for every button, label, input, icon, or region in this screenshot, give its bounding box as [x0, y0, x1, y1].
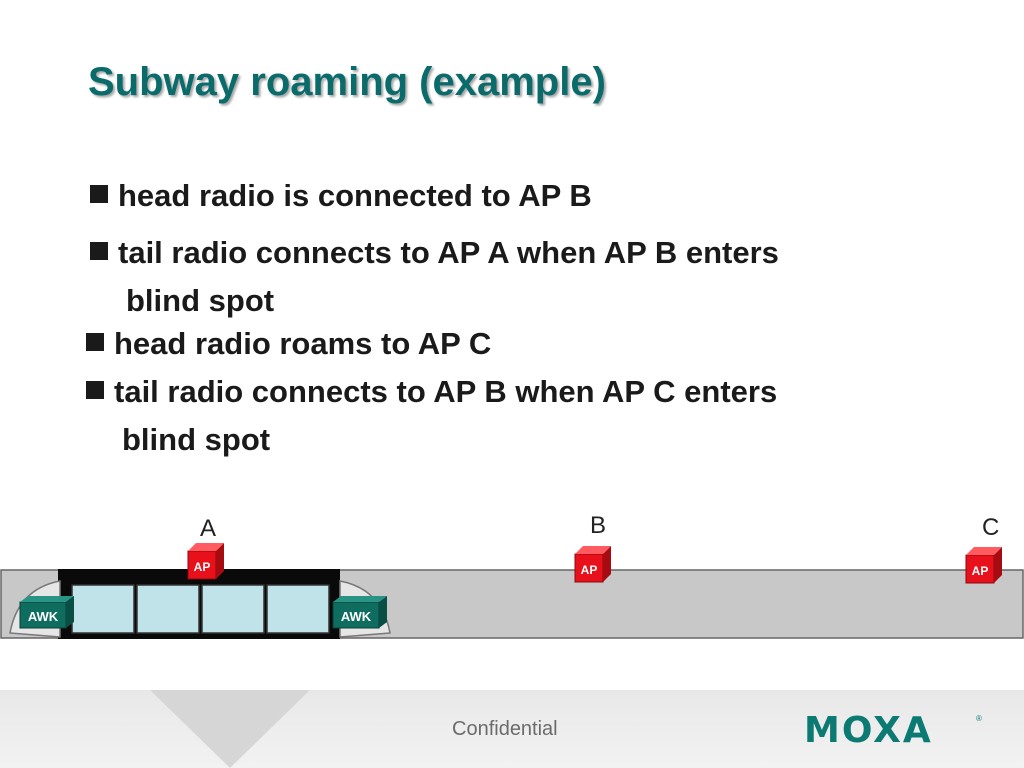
ap-box-label: AP	[193, 560, 211, 574]
bullet-text: head radio is connected to AP B	[118, 178, 592, 213]
train-window	[267, 585, 329, 633]
bullet-text-continued: blind spot	[126, 283, 275, 318]
train-window	[72, 585, 134, 633]
square-bullet-icon	[90, 242, 108, 260]
subway-diagram	[0, 505, 1024, 645]
bullet-item	[90, 172, 592, 220]
train-window	[202, 585, 264, 633]
bullet-text-continued: blind spot	[122, 422, 271, 457]
ap-label-b: B	[590, 512, 607, 539]
bullet-text: head radio roams to AP C	[114, 326, 492, 361]
ap-label-a: A	[200, 515, 217, 542]
bullet-item	[86, 320, 491, 368]
ap-c	[966, 547, 1002, 583]
logo-registered-mark: ®	[976, 714, 982, 723]
ap-box-label: AP	[580, 563, 598, 577]
slide-title: Subway roaming (example)	[88, 60, 606, 104]
square-bullet-icon	[90, 185, 108, 203]
bullet-text: tail radio connects to AP A when AP B enters	[118, 235, 779, 270]
bullet-item	[90, 229, 779, 318]
awk-label: AWK	[340, 609, 372, 624]
logo-text: MOXA	[804, 712, 933, 746]
bullet-text: tail radio connects to AP B when AP C enters	[114, 374, 778, 409]
square-bullet-icon	[86, 381, 104, 399]
tunnel-svg	[0, 505, 1024, 645]
ap-box-label: AP	[971, 564, 989, 578]
awk-label: AWK	[27, 609, 59, 624]
confidential-label: Confidential	[452, 718, 558, 740]
ap-a	[188, 543, 224, 579]
train-window	[137, 585, 199, 633]
square-bullet-icon	[86, 333, 104, 351]
ap-b	[575, 546, 611, 582]
ap-label-c: C	[982, 514, 1000, 541]
bullet-item	[86, 368, 778, 457]
moxa-logo	[804, 712, 984, 746]
